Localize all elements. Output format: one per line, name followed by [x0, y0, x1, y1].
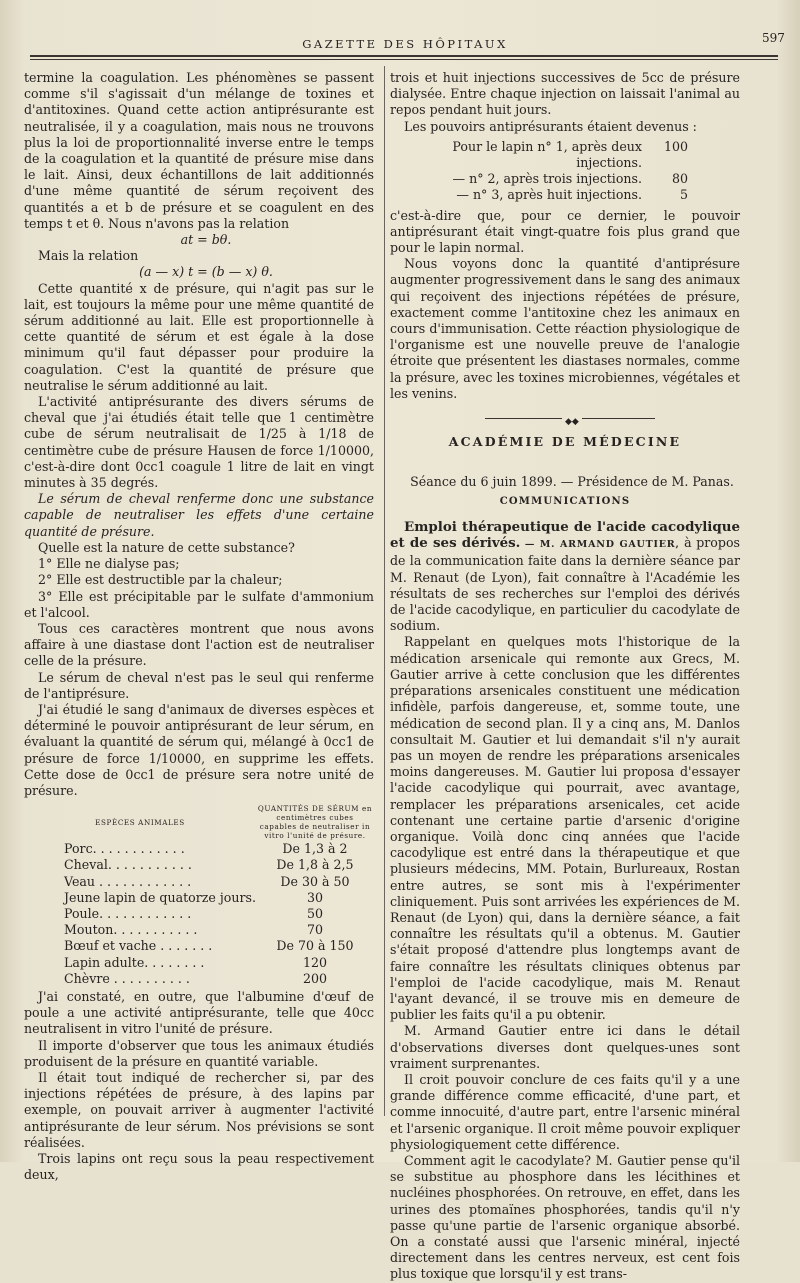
session-line: Séance du 6 juin 1899. — Présidence de M. Panas.: [410, 474, 734, 490]
paragraph: Il importe d'observer que tous les animaux étudiés produisent de la présure en quantité variable.: [24, 1037, 374, 1069]
table-header-quantity: QUANTITÉS DE SÉRUM en centimètres cubes capables de neutraliser in vitro l'unité de présure.: [257, 804, 373, 841]
right-column: [390, 70, 740, 1283]
table-row: [24, 971, 374, 987]
species-name: Mouton. . . . . . . . . . .: [64, 922, 198, 938]
serum-table: [24, 803, 374, 987]
serum-quantity: De 1,3 à 2: [282, 841, 348, 857]
page-number: 597: [762, 31, 785, 45]
paragraph: Tous ces caractères montrent que nous avons affaire à une diastase dont l'action est de neutraliser celle de la présure.: [24, 620, 374, 669]
section-title: ACADÉMIE DE MÉDECINE: [448, 434, 682, 450]
paragraph: Rappelant en quelques mots l'historique de la médication arsenicale qui remonte aux Grecs, M. Gautier arrive à cette conclusion que les différentes préparations arsenicales constituent une médication infidèle, parfois dangereuse, et, somme toute, une médication de second plan. Il y a cinq ans, M. Danlos consultait M. Gautier et lui demandait s'il n'y aurait pas un moyen de rendre les préparations arsenicales moins dangereuses. M. Gautier lui proposa d'essayer l'acide cacodylique qui pourrait, avec avantage, remplacer les préparations arsenicales, cet acide contenant une certaine partie d'arsenic d'origine organique. Voilà donc cinq années que l'acide cacodylique est entré dans la thérapeutique et que plusieurs médecins, MM. Potain, Burlureaux, Rostan entre autres, se sont mis à l'expérimenter cliniquement. Puis sont arrivées les expériences de M. Renaut (de Lyon) qui, dans la dernière séance, a fait connaître les résultats qu'il a obtenus. M. Gautier s'était proposé d'attendre plus longtemps avant de faire connaître les résultats cliniques obtenus par l'emploi de l'acide cacodylique, mais M. Renaut l'ayant devancé, il se trouve mis en demeure de publier les faits qu'il a pu obtenir.: [390, 634, 740, 1023]
rabbit-value: 80: [671, 171, 688, 187]
list-item: 1° Elle ne dialyse pas;: [38, 556, 180, 572]
list-item: 3° Elle est précipitable par le sulfate d'ammonium et l'alcool.: [24, 588, 374, 620]
species-name: Lapin adulte. . . . . . . .: [64, 954, 205, 970]
serum-quantity: 50: [306, 905, 323, 921]
paragraph: Quelle est la nature de cette substance?: [38, 539, 295, 555]
table-row: [24, 938, 374, 954]
rabbit-value: 5: [679, 187, 688, 203]
table-row: [24, 922, 374, 938]
table-row: [24, 955, 374, 971]
table-header-species: ESPÈCES ANIMALES: [95, 817, 185, 827]
table-row: [24, 874, 374, 890]
list-item: [390, 187, 740, 203]
table-row: [24, 890, 374, 906]
rabbit-results: [390, 139, 740, 204]
paragraph: Il était tout indiqué de rechercher si, par des injections répétées de présure, à des lapins par exemple, on pouvait arriver à augmenter l'activité antiprésurante de leur sérum. Nos prévisions se sont réalisées.: [24, 1069, 374, 1150]
list-item: [390, 139, 740, 171]
paragraph: Il croit pouvoir conclure de ces faits qu'il y a une grande différence comme efficacité, d'une part, et comme innocuité, d'autre part, entre l'arsenic minéral et l'arsenic organique. Il croit même pouvoir expliquer physiologiquement cette différence.: [390, 1071, 740, 1152]
serum-quantity: De 30 à 50: [280, 873, 350, 889]
species-name: Bœuf et vache . . . . . . .: [64, 938, 213, 954]
paragraph: c'est-à-dire que, pour ce dernier, le pouvoir antiprésurant était vingt-quatre fois plus grand que pour le lapin normal.: [390, 207, 740, 256]
serum-quantity: 200: [302, 970, 327, 986]
header-rule-thin: [30, 59, 778, 60]
rabbit-label: Pour le lapin n° 1, après deux injections.: [452, 138, 642, 171]
table-row: [24, 841, 374, 857]
paragraph: Comment agit le cacodylate? M. Gautier pense qu'il se substitue au phosphore dans les lécithines et nucléines phosphorées. On retrouve, en effet, dans les urines des ptomaïnes phosphorées, tandis qu'il n'y passe qu'une partie de l'arsenic organique absorbé. On a constaté aussi que l'arsenic minéral, injecté directement dans les centres nerveux, est cent fois plus toxique que lorsqu'il y est trans-: [390, 1152, 740, 1282]
article-lead: [390, 519, 740, 635]
formula: (a — x) t = (b — x) θ.: [139, 264, 273, 280]
article-text: à propos de la communication faite dans la dernière séance par M. Renaut (de Lyon), fait connaître à l'Académie les résultats de ses recherches sur l'emploi des dérivés de l'acide cacodylique, en particulier du cacodylate de sodium.: [390, 535, 740, 634]
header-rule-thick: [30, 55, 778, 57]
species-name: Chèvre . . . . . . . . . .: [64, 970, 190, 986]
list-item: 2° Elle est destructible par la chaleur;: [38, 572, 283, 588]
rabbit-label: — n° 3, après huit injections.: [456, 187, 642, 203]
paragraph: Nous voyons donc la quantité d'antiprésure augmenter progressivement dans le sang des animaux qui reçoivent des injections répétées de présure, exactement comme l'antitoxine chez les animaux en cours d'immunisation. Cette réaction physiologique de l'organisme est une nouvelle preuve de l'analogie étroite que présentent les diastases normales, comme la présure, avec les toxines microbiennes, végétales et les venins.: [390, 256, 740, 401]
column-divider: [384, 66, 385, 1116]
paragraph: Les pouvoirs antiprésurants étaient devenus :: [404, 118, 697, 134]
species-name: Jeune lapin de quatorze jours.: [64, 889, 256, 905]
communications-heading: COMMUNICATIONS: [499, 496, 631, 508]
rabbit-value: 100: [663, 138, 688, 154]
article-author: — M. ARMAND GAUTIER,: [524, 539, 680, 551]
paragraph: Le sérum de cheval n'est pas le seul qui renferme de l'antiprésure.: [24, 669, 374, 701]
paragraph: J'ai étudié le sang d'animaux de diverses espèces et déterminé le pouvoir antiprésurant de leur sérum, en évaluant la quantité de sérum qui, mélangé à 0cc1 de présure de force 1/10000, en supprime les effets. Cette dose de 0cc1 de présure sera notre unité de présure.: [24, 701, 374, 798]
species-name: Porc. . . . . . . . . . . .: [64, 841, 185, 857]
table-body: [24, 841, 374, 987]
table-row: [24, 857, 374, 873]
serum-quantity: De 70 à 150: [276, 938, 354, 954]
ornament-icon: ◆◆: [562, 414, 582, 430]
running-header-title: GAZETTE DES HÔPITAUX: [302, 37, 508, 51]
paragraph: Trois lapins ont reçu sous la peau respectivement deux,: [24, 1151, 374, 1183]
species-name: Poule. . . . . . . . . . . .: [64, 905, 192, 921]
paragraph-italic: Le sérum de cheval renferme donc une substance capable de neutraliser les effets d'une certaine quantité de présure.: [24, 491, 374, 539]
formula: at = bθ.: [180, 232, 232, 248]
paragraph: Cette quantité x de présure, qui n'agit pas sur le lait, est toujours la même pour une même quantité de sérum additionné au lait. Elle est proportionnelle à cette quantité de sérum et est égale à la dose minimum qu'il faut dépasser pour produire la coagulation. C'est la quantité de présure que neutralise le sérum additionné au lait.: [24, 280, 374, 393]
serum-quantity: 30: [306, 889, 323, 905]
rabbit-label: — n° 2, après trois injections.: [452, 171, 642, 187]
paragraph: termine la coagulation. Les phénomènes se passent comme s'il s'agissait d'un mélange de toxines et d'antitoxines. Quand cette action antiprésurante est neutralisée, il y a coagulation, mais nous ne trouvons plus la loi de proportionnalité inverse entre le temps de la coagulation et la quantité de présure mise dans le lait. Ainsi, deux échantillons de lait additionnés d'une même quantité de sérum reçoivent des quantités a et b de présure et se coagulent en des temps t et θ. Nous n'avons pas la relation: [24, 70, 374, 231]
paragraph: L'activité antiprésurante des divers sérums de cheval que j'ai étudiés était telle que 1 centimètre cube de sérum neutralisait de 1/25 à 1/18 de centimètre cube de présure Hausen de force 1/10000, c'est-à-dire dont 0cc1 coagule 1 litre de lait en vingt minutes à 35 degrés.: [24, 394, 374, 491]
left-column: [24, 70, 374, 1183]
species-name: Veau . . . . . . . . . . . .: [64, 873, 192, 889]
paragraph: trois et huit injections successives de 5cc de présure dialysée. Entre chaque injection on laissait l'animal au repos pendant huit jours.: [390, 70, 740, 118]
paragraph: J'ai constaté, en outre, que l'albumine d'œuf de poule a une activité antiprésurante, telle que 40cc neutralisent in vitro l'unité de présure.: [24, 988, 374, 1037]
table-row: [24, 906, 374, 922]
species-name: Cheval. . . . . . . . . . .: [64, 857, 192, 873]
section-separator: [390, 414, 740, 428]
serum-quantity: 120: [302, 954, 327, 970]
list-item: [390, 171, 740, 187]
paragraph: M. Armand Gautier entre ici dans le détail d'observations diverses dont quelques-unes sont vraiment surprenantes.: [390, 1023, 740, 1071]
serum-quantity: De 1,8 à 2,5: [276, 857, 354, 873]
serum-quantity: 70: [306, 922, 323, 938]
paragraph: Mais la relation: [38, 248, 139, 264]
article-title: Emploi thérapeutique de l'acide cacodylique et de ses dérivés.: [390, 518, 740, 552]
